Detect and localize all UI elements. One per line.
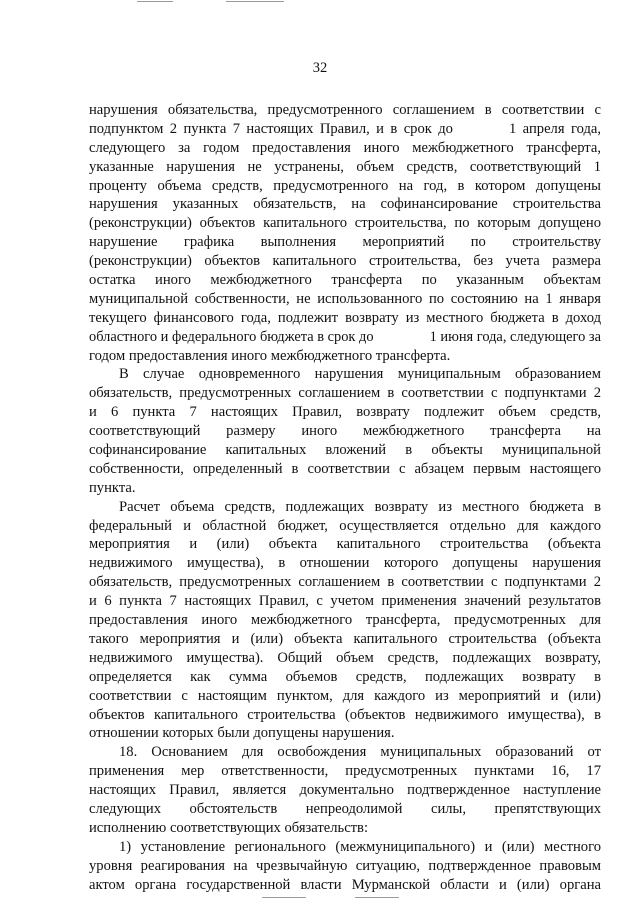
- scan-artifact-top-left: [137, 1, 173, 2]
- document-body: [89, 101, 601, 894]
- text-line: уровня реагирования на чрезвычайную ситуацию, подтвержденное правовым: [89, 857, 601, 874]
- text-line: В случае одновременного нарушения муниципальным образованием: [119, 366, 601, 383]
- text-line: собственности, определенный в соответствии с абзацем первым настоящего: [89, 460, 601, 477]
- text-line: и 6 пункта 7 настоящих Правил, с учетом применения значений результатов: [89, 593, 601, 610]
- text-line: проценту объема средств, предусмотренного на год, в котором допущены: [89, 177, 601, 194]
- scan-artifact-bottom-right: [355, 897, 399, 898]
- text-line: текущего финансового года, подлежит возврату из местного бюджета в доход: [89, 309, 601, 326]
- text-line: 1) установление регионального (межмуниципального) и (или) местного: [119, 838, 601, 855]
- text-line: пункта.: [89, 479, 136, 496]
- text-line: указанные нарушения не устранены, объем средств, соответствующий 1: [89, 158, 601, 175]
- text-line: недвижимого имущества), в отношении которого допущены нарушения: [89, 555, 601, 572]
- scan-artifact-bottom-left: [262, 897, 306, 898]
- scan-artifact-top-right: [226, 1, 284, 2]
- text-line: нарушения обязательства, предусмотренного соглашением в соответствии с: [89, 102, 601, 118]
- text-line: недвижимого имущества). Общий объем средств, подлежащих возврату,: [89, 649, 601, 666]
- page-number: 32: [312, 60, 328, 76]
- text-line: 18. Основанием для освобождения муниципальных образований от: [119, 744, 601, 761]
- text-line: [89, 328, 601, 347]
- text-line: мероприятия и (или) объекта капитального строительства (объекта: [89, 536, 601, 553]
- text-line: (реконструкции) объектов капитального строительства, по которым допущено: [89, 215, 601, 232]
- text-line: остатка иного межбюджетного трансферта по указанным объектам: [89, 272, 601, 289]
- text-line-part: 1 июня года, следующего за: [429, 328, 601, 345]
- text-line: Расчет объема средств, подлежащих возврату из местного бюджета в: [119, 498, 601, 515]
- text-line: отношении которых были допущены нарушения.: [89, 725, 395, 742]
- text-line: и 6 пункта 7 настоящих Правил, возврату подлежит объем средств,: [89, 404, 601, 421]
- text-line: нарушение графика выполнения мероприятий по строительству: [89, 234, 601, 251]
- text-line: муниципальной собственности, не использованного по состоянию на 1 января: [89, 290, 601, 307]
- text-line: настоящих Правил, является документально подтвержденное наступление: [89, 782, 601, 799]
- text-line: обязательств, предусмотренных соглашением в соответствии с подпунктами 2: [89, 574, 601, 591]
- text-line: такого мероприятия и (или) объекта капитального строительства (объекта: [89, 630, 601, 647]
- text-line-part: подпунктом 2 пункта 7 настоящих Правил, и в срок до: [89, 120, 453, 137]
- text-line: обязательств, предусмотренных соглашением в соответствии с подпунктами 2: [89, 385, 601, 402]
- text-line: федеральный и областной бюджет, осуществляется отдельно для каждого: [89, 517, 601, 534]
- text-line: следующего за годом предоставления иного межбюджетного трансферта,: [89, 139, 601, 156]
- text-line: соответствии с настоящим пунктом, для каждого из мероприятий и (или): [89, 687, 601, 704]
- text-line: соответствующий размеру иного межбюджетного трансферта на: [89, 423, 601, 440]
- text-line: исполнению соответствующих обязательств:: [89, 819, 369, 836]
- text-line-part: областного и федерального бюджета в срок до: [89, 328, 374, 345]
- text-line: [89, 120, 601, 139]
- text-line: объектов капитального строительства (объектов недвижимого имущества), в: [89, 706, 601, 723]
- text-line: актом органа государственной власти Мурманской области и (или) органа: [89, 876, 601, 893]
- text-line: следующих обстоятельств непреодолимой силы, препятствующих: [89, 800, 601, 817]
- text-line: применения мер ответственности, предусмотренных пунктами 16, 17: [89, 763, 601, 780]
- text-line: софинансирование капитальных вложений в объекты муниципальной: [89, 442, 601, 459]
- text-line: нарушения указанных обязательств, на софинансирование строительства: [89, 196, 601, 213]
- text-line: предоставления иного межбюджетного трансферта, предусмотренных для: [89, 612, 601, 629]
- text-line: годом предоставления иного межбюджетного трансферта.: [89, 347, 451, 364]
- text-line: (реконструкции) объектов капитального строительства, без учета размера: [89, 253, 601, 270]
- text-line-part: 1 апреля года,: [508, 120, 601, 137]
- text-line: определяется как сумма объемов средств, подлежащих возврату в: [89, 668, 601, 685]
